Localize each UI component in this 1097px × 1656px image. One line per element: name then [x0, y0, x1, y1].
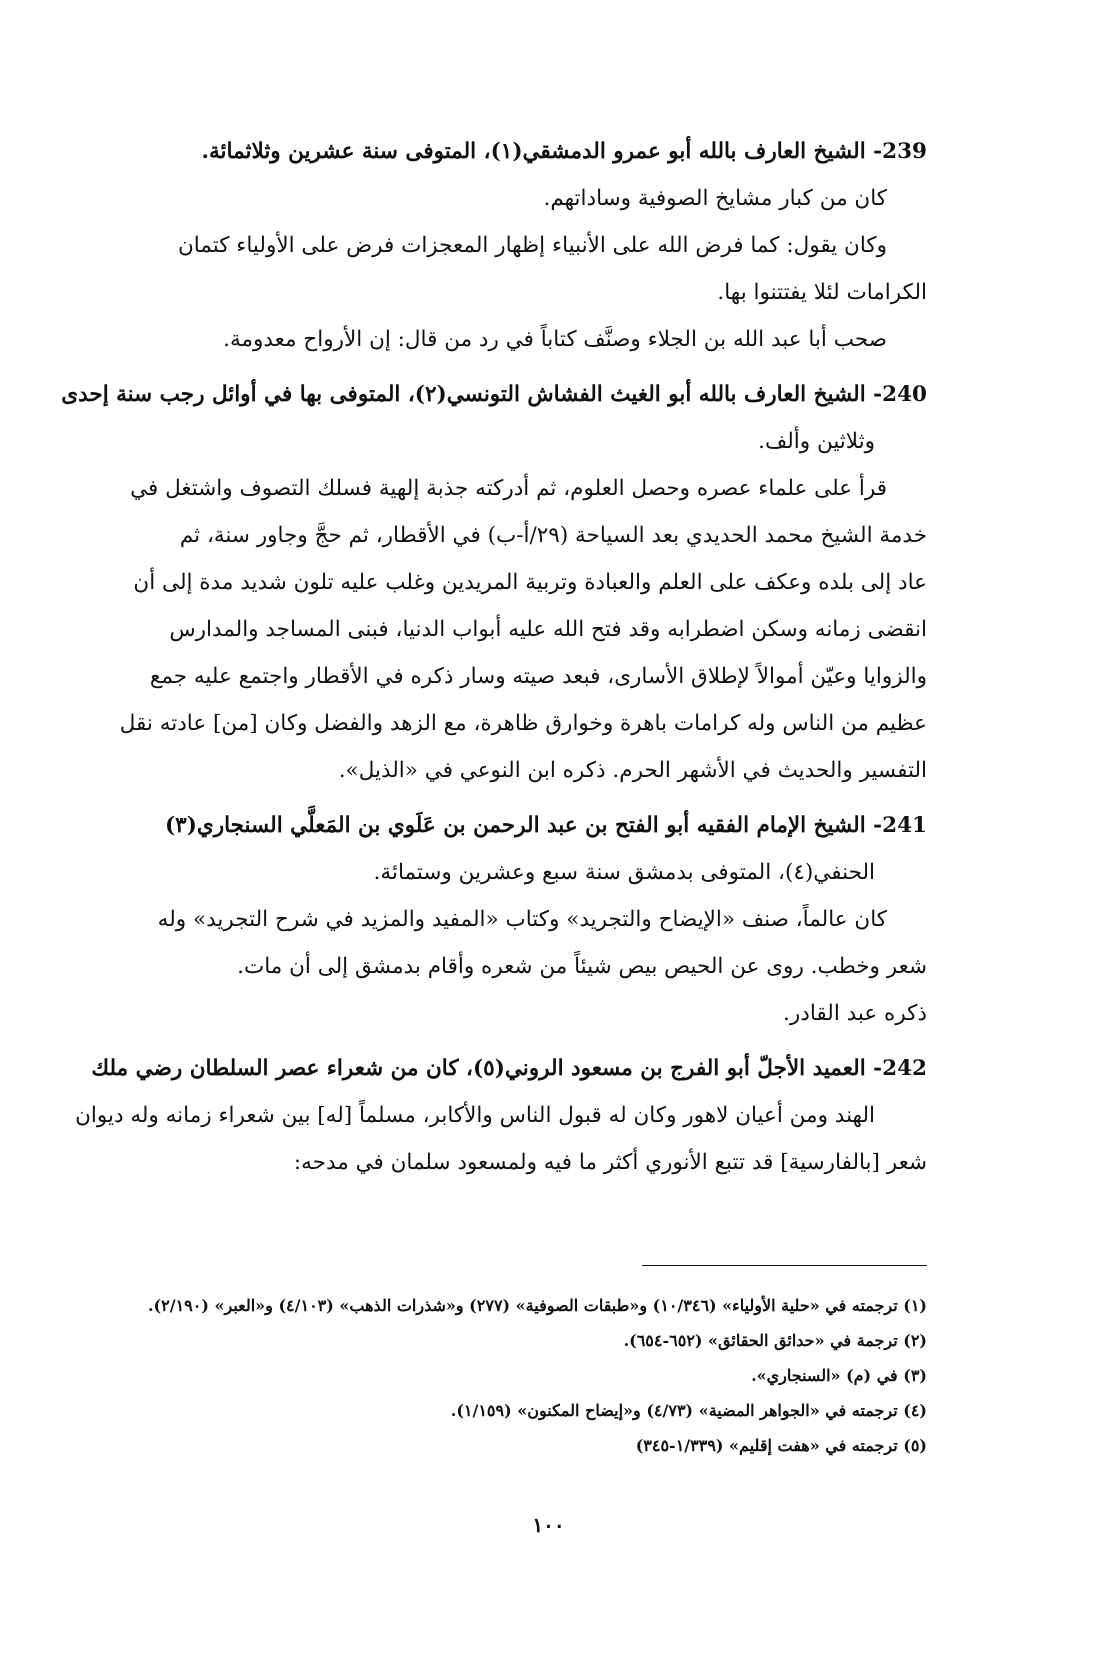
page-number: ١٠٠: [532, 1513, 565, 1537]
main-text: [61, 128, 927, 1186]
paragraph-line: صحب أبا عبد الله بن الجلاء وصنَّف كتاباً في رد من قال: إن الأرواح معدومة.: [223, 327, 887, 352]
entry-heading: 241- الشيخ الإمام الفقيه أبو الفتح بن عبد الرحمن بن عَلَوي بن المَعلَّي السنجاري(٣): [164, 813, 927, 838]
paragraph-line: قرأ على علماء عصره وحصل العلوم، ثم أدركته جذبة إلهية فسلك التصوف واشتغل في: [130, 476, 887, 501]
entry-239: [100, 128, 927, 363]
footnote-separator: [642, 1265, 927, 1266]
entry-heading: 239- الشيخ العارف بالله أبو عمرو الدمشقي(١)، المتوفى سنة عشرين وثلاثمائة.: [201, 139, 927, 164]
entry-heading-continuation: وثلاثين وألف.: [758, 429, 875, 454]
footnotes: [100, 1288, 927, 1463]
paragraph-line: ذكره عبد القادر.: [783, 1001, 927, 1026]
paragraph-line: الكرامات لئلا يفتتنوا بها.: [717, 280, 927, 305]
entry-heading-continuation: الحنفي(٤)، المتوفى بدمشق سنة سبع وعشرين وستمائة.: [373, 860, 875, 885]
entry-heading: 242- العميد الأجلّ أبو الفرج بن مسعود الروني(٥)، كان من شعراء عصر السلطان رضي ملك: [91, 1056, 927, 1081]
footnote-2: (٢) ترجمة في «حدائق الحقائق» (٦٥٢-٦٥٤).: [623, 1331, 927, 1350]
paragraph-line: التفسير والحديث في الأشهر الحرم. ذكره ابن النوعي في «الذيل».: [338, 758, 927, 783]
paragraph-line: عاد إلى بلده وعكف على العلم والعبادة وتربية المريدين وغلب عليه تلون شديد مدة إلى أن: [133, 570, 927, 595]
paragraph-line: انقضى زمانه وسكن اضطرابه وقد فتح الله عليه أبواب الدنيا، فبنى المساجد والمدارس: [169, 617, 927, 642]
footnote-3: (٣) في (م) «السنجاري».: [751, 1366, 927, 1385]
entry-240: [61, 371, 927, 794]
paragraph-line: شعر وخطب. روى عن الحيص بيص شيئاً من شعره وأقام بدمشق إلى أن مات.: [237, 954, 927, 979]
footnote-4: (٤) ترجمته في «الجواهر المضية» (٤/٧٣) و«إيضاح المكنون» (١/١٥٩).: [450, 1401, 927, 1420]
footnote-1: (١) ترجمته في «حلية الأولياء» (١٠/٣٤٦) و«طبقات الصوفية» (٢٧٧) و«شذرات الذهب» (٤/١٠٣) و«العبر» (٢/١٩٠).: [147, 1296, 927, 1315]
paragraph-line: شعر [بالفارسية] قد تتبع الأنوري أكثر ما فيه ولمسعود سلمان في مدحه:: [293, 1150, 927, 1175]
paragraph-line: الهند ومن أعيان لاهور وكان له قبول الناس والأكابر، مسلماً [له] بين شعراء زمانه وله ديوان: [75, 1103, 875, 1128]
paragraph-line: كان عالماً، صنف «الإيضاح والتجريد» وكتاب «المفيد والمزيد في شرح التجريد» وله: [157, 907, 887, 932]
paragraph-line: والزوايا وعيّن أموالاً لإطلاق الأسارى، فبعد صيته وسار ذكره في الأقطار واجتمع عليه جمع: [149, 664, 927, 689]
footnote-5: (٥) ترجمته في «هفت إقليم» (١/٣٣٩-٣٤٥): [635, 1436, 927, 1455]
paragraph-line: خدمة الشيخ محمد الحديدي بعد السياحة (٢٩/أ-ب) في الأقطار، ثم حجَّ وجاور سنة، ثم: [179, 523, 927, 548]
paragraph-line: وكان يقول: كما فرض الله على الأنبياء إظهار المعجزات فرض على الأولياء كتمان: [177, 233, 887, 258]
paragraph-line: عظيم من الناس وله كرامات باهرة وخوارق ظاهرة، مع الزهد والفضل وكان [من] عادته نقل: [119, 711, 927, 736]
entry-241: [100, 802, 927, 1037]
entry-242: [75, 1045, 927, 1186]
paragraph-line: كان من كبار مشايخ الصوفية وساداتهم.: [543, 186, 887, 211]
entry-heading: 240- الشيخ العارف بالله أبو الغيث الفشاش التونسي(٢)، المتوفى بها في أوائل رجب سنة إحدى: [61, 382, 927, 407]
